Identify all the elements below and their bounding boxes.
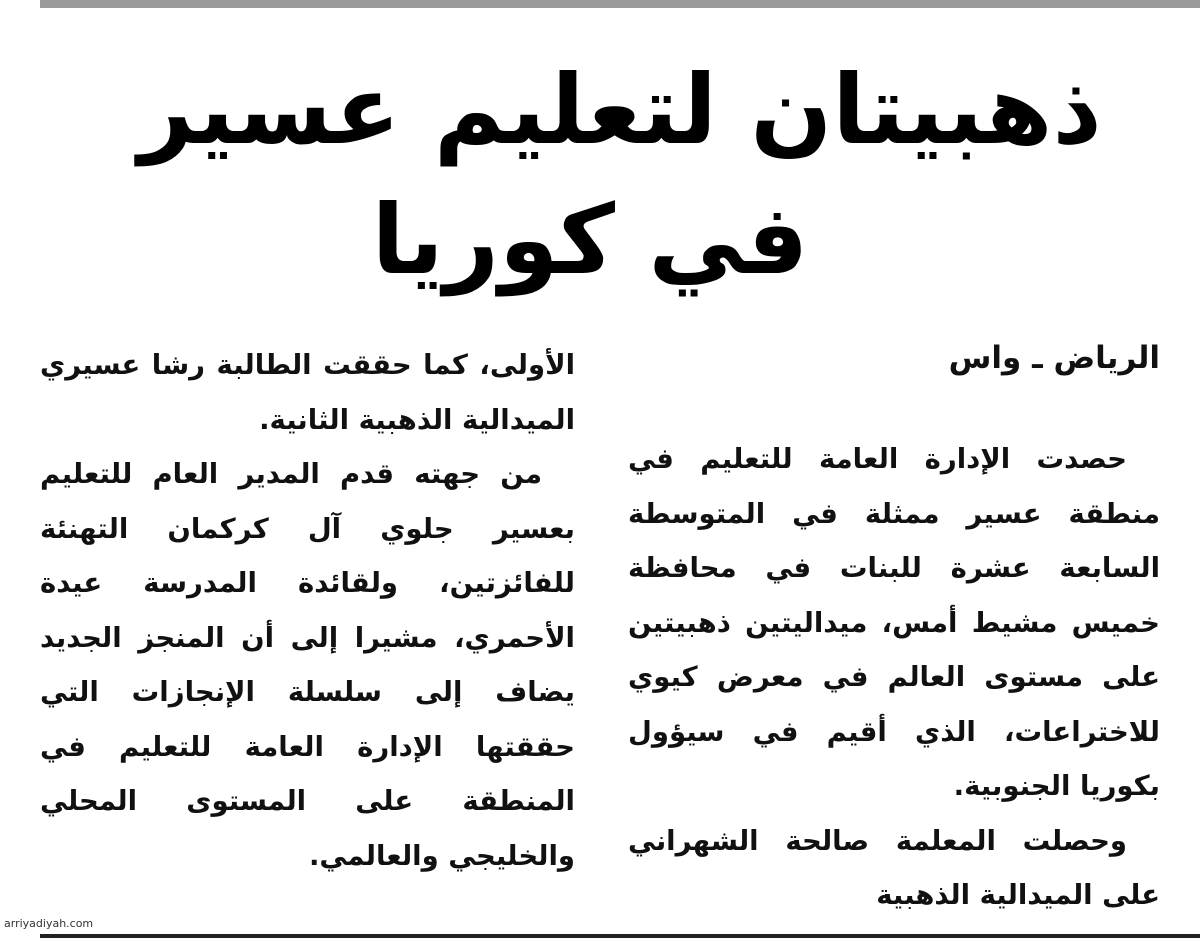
headline-line-2-text: في كوريا: [371, 184, 809, 296]
bottom-rule: [40, 934, 1200, 938]
byline: الرياض ـ واس: [948, 340, 1160, 376]
article-column-left: [40, 338, 575, 883]
top-rule: [40, 0, 1200, 8]
headline-line-2: [0, 184, 1200, 296]
paragraph-3: الأولى، كما حققت الطالبة رشا عسيري الميدالية الذهبية الثانية.: [40, 349, 575, 436]
paragraph-4: من جهته قدم المدير العام للتعليم بعسير جلوي آل كركمان التهنئة للفائزتين، ولقائدة المدرسة عيدة الأحمري، مشيرا إلى أن المنجز الجديد يضاف إلى سلسلة الإنجازات التي حققتها الإدارة العامة للتعليم في المنطقة على المستوى المحلي والخليجي والعالمي.: [40, 458, 575, 872]
paragraph-2: وحصلت المعلمة صالحة الشهراني على الميدالية الذهبية: [628, 824, 1160, 911]
article-column-right: [628, 432, 1160, 923]
source-watermark: arriyadiyah.com: [4, 917, 94, 930]
paragraph-1: حصدت الإدارة العامة للتعليم في منطقة عسير ممثلة في المتوسطة السابعة عشرة للبنات في محافظة خميس مشيط أمس، ميداليتين ذهبيتين على مستوى العالم في معرض كيوي للاختراعات، الذي أقيم في سيؤول بكوريا الجنوبية.: [628, 443, 1160, 802]
headline-line-1: ذهبيتان لتعليم عسير: [138, 54, 1102, 166]
